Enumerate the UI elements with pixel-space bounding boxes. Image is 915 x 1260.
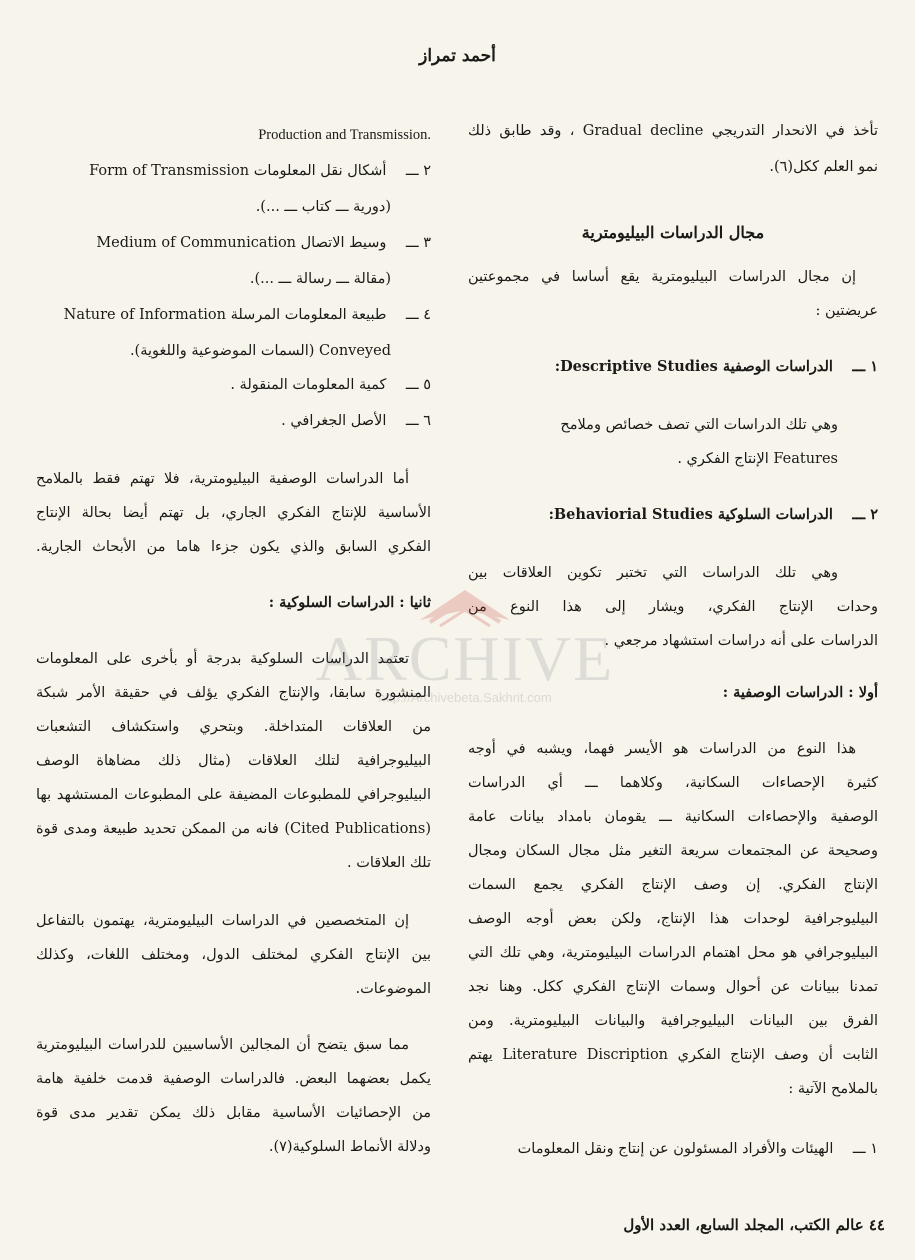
list-text: طبيعة المعلومات المرسلة Nature of Information bbox=[63, 307, 387, 323]
paragraph-line: الفكري السابق والذي يكون جزءا هاما من الأبحاث الجارية. bbox=[36, 539, 431, 555]
section-title: مجال الدراسات البيليومترية bbox=[581, 223, 765, 242]
paragraph-line: البيليوجرافية لوحدات هذا الإنتاج، ولكن بعض أوجه الوصف bbox=[468, 911, 878, 927]
description-line: Features الإنتاج الفكري . bbox=[677, 451, 838, 467]
paragraph-line: الموضوعات. bbox=[355, 981, 431, 997]
list-item bbox=[36, 232, 431, 254]
list-number: ١ ـــ bbox=[852, 358, 878, 375]
list-number: ١ ـــ bbox=[852, 1141, 878, 1157]
list-text: الأصل الجغرافي . bbox=[281, 413, 387, 429]
paragraph-line: الفرق بين البيانات البيليوجرافية والبيانات البيليومترية. ومن bbox=[468, 1013, 878, 1029]
list-subtext: Conveyed (السمات الموضوعية واللغوية). bbox=[129, 343, 391, 359]
list-item bbox=[36, 160, 431, 182]
list-item-behavioral bbox=[468, 504, 878, 526]
continuation-line: Production and Transmission. bbox=[258, 127, 431, 143]
paragraph-line: الأساسية للإنتاج الفكري الجاري، بل تهتم أيضا بحالة الإنتاج bbox=[36, 505, 431, 521]
description-line: الدراسات على أنه دراسات استشهاد مرجعي . bbox=[604, 633, 878, 649]
description-line: وهي تلك الدراسات التي تصف خصائص وملامح bbox=[560, 417, 838, 433]
paragraph-line: وصحيحة عن المجتمعات سريعة التغير مثل مجال السكان ومجال bbox=[468, 843, 878, 859]
list-text: كمية المعلومات المنقولة . bbox=[230, 377, 387, 393]
paragraph-line: ودلالة الأنماط السلوكية(٧). bbox=[268, 1139, 431, 1155]
paragraph-line: بالملامح الآتية : bbox=[788, 1081, 878, 1097]
scope-line: إن مجال الدراسات البيليومترية يقع أساسا في مجموعتين bbox=[468, 269, 856, 285]
list-number: ٣ ـــ bbox=[405, 235, 431, 251]
intro-line: تأخذ في الانحدار التدريجي Gradual decline ، وقد طابق ذلك bbox=[468, 123, 879, 139]
list-label: الدراسات السلوكية Behaviorial Studies: bbox=[548, 506, 833, 523]
paragraph-line: الثابت أن وصف الإنتاج الفكري Literature Discription يهتم bbox=[468, 1047, 879, 1063]
paragraph-line: الوصفية والإحصاءات السكانية ـــ يقومان بامداد بيانات عامة bbox=[468, 809, 878, 825]
paragraph-line: تمدنا ببيانات عن أحوال وسمات الإنتاج الفكري ككل. وهنا نجد bbox=[468, 979, 878, 995]
paragraph-line: بين الإنتاج الفكري لمختلف الدول، ومختلف اللغات، وكذلك bbox=[36, 947, 431, 963]
running-header-author: أحمد تمراز bbox=[419, 46, 496, 66]
paragraph-line: تلك العلاقات . bbox=[347, 855, 431, 871]
intro-line: نمو العلم ككل(٦). bbox=[769, 159, 878, 175]
list-subtext: (مقالة ـــ رسالة ـــ ...). bbox=[249, 271, 391, 287]
list-number: ٥ ـــ bbox=[405, 377, 431, 393]
paragraph-line: البيليوجرافي للمطبوعات المضيفة على المطبوعات المستشهد بها bbox=[36, 787, 431, 803]
paragraph-line: من العلاقات المتداخلة. وبتحري واستكشاف التشعبات bbox=[36, 719, 431, 735]
list-item bbox=[36, 374, 431, 396]
list-item bbox=[468, 1138, 878, 1160]
list-number: ٢ ـــ bbox=[852, 506, 878, 523]
list-text: وسيط الاتصال Medium of Communication bbox=[96, 235, 387, 251]
list-number: ٢ ـــ bbox=[405, 163, 431, 179]
paragraph-line: أما الدراسات الوصفية البيليومترية، فلا تهتم فقط بالملامح bbox=[36, 471, 409, 487]
paragraph-line: يكمل بعضهما البعض. فالدراسات الوصفية قدمت خلفية هامة bbox=[36, 1071, 431, 1087]
watermark-title: ARCHIVE bbox=[315, 623, 615, 694]
list-item bbox=[36, 410, 431, 432]
paragraph-line: هذا النوع من الدراسات هو الأيسر فهما، ويشبه في أوجه bbox=[468, 741, 856, 757]
list-text: أشكال نقل المعلومات Form of Transmission bbox=[89, 163, 387, 179]
list-text: الهيئات والأفراد المسئولون عن إنتاج ونقل المعلومات bbox=[517, 1141, 834, 1157]
section-heading-first: أولا : الدراسات الوصفية : bbox=[722, 684, 878, 701]
description-line: وحدات الإنتاج الفكري، ويشار إلى هذا النوع من bbox=[468, 599, 878, 615]
paragraph-line: البيليوجرافي هو محل اهتمام الدراسات البيليومترية، وهي تلك التي bbox=[468, 945, 878, 961]
list-label: الدراسات الوصفية Descriptive Studies: bbox=[554, 358, 833, 375]
paragraph-line: البيليوجرافية لتلك العلاقات (مثال ذلك مضاهاة الوصف bbox=[36, 753, 431, 769]
list-item-descriptive bbox=[468, 356, 878, 378]
scope-line: عريضتين : bbox=[815, 303, 878, 319]
list-number: ٦ ـــ bbox=[405, 413, 431, 429]
paragraph-line: من الإحصائيات الأساسية مقابل ذلك يمكن تقدير مدى قوة bbox=[36, 1105, 431, 1121]
paragraph-line: تعتمد الدراسات السلوكية بدرجة أو بأخرى على المعلومات bbox=[36, 651, 409, 667]
paragraph-line: الإنتاج الفكري. إن وصف الإنتاج الفكري يجمع السمات bbox=[468, 877, 878, 893]
list-number: ٤ ـــ bbox=[405, 307, 431, 323]
watermark-url: http://Archivebeta.Sakhrit.com bbox=[378, 690, 552, 705]
paragraph-line: كثيرة الإحصاءات السكانية، وكلاهما ـــ أي الدراسات bbox=[468, 775, 878, 791]
paragraph-line: مما سبق يتضح أن المجالين الأساسيين للدراسات البيليومترية bbox=[36, 1037, 409, 1053]
paragraph-line: (Cited Publications) فانه من الممكن تحديد طبيعة ومدى قوة bbox=[36, 821, 431, 837]
list-subtext: (دورية ـــ كتاب ـــ ...). bbox=[255, 199, 391, 215]
paragraph-line: المنشورة سابقا، والإنتاج الفكري يؤلف في حقيقة الأمر شبكة bbox=[36, 685, 431, 701]
description-line: وهي تلك الدراسات التي تختبر تكوين العلاقات بين bbox=[468, 565, 838, 581]
paragraph-line: إن المتخصصين في الدراسات البيليومترية، يهتمون بالتفاعل bbox=[36, 913, 409, 929]
page-footer: ٤٤ عالم الكتب، المجلد السابع، العدد الأول bbox=[623, 1216, 885, 1234]
list-item bbox=[36, 304, 431, 326]
section-heading-second: ثانيا : الدراسات السلوكية : bbox=[268, 594, 431, 611]
